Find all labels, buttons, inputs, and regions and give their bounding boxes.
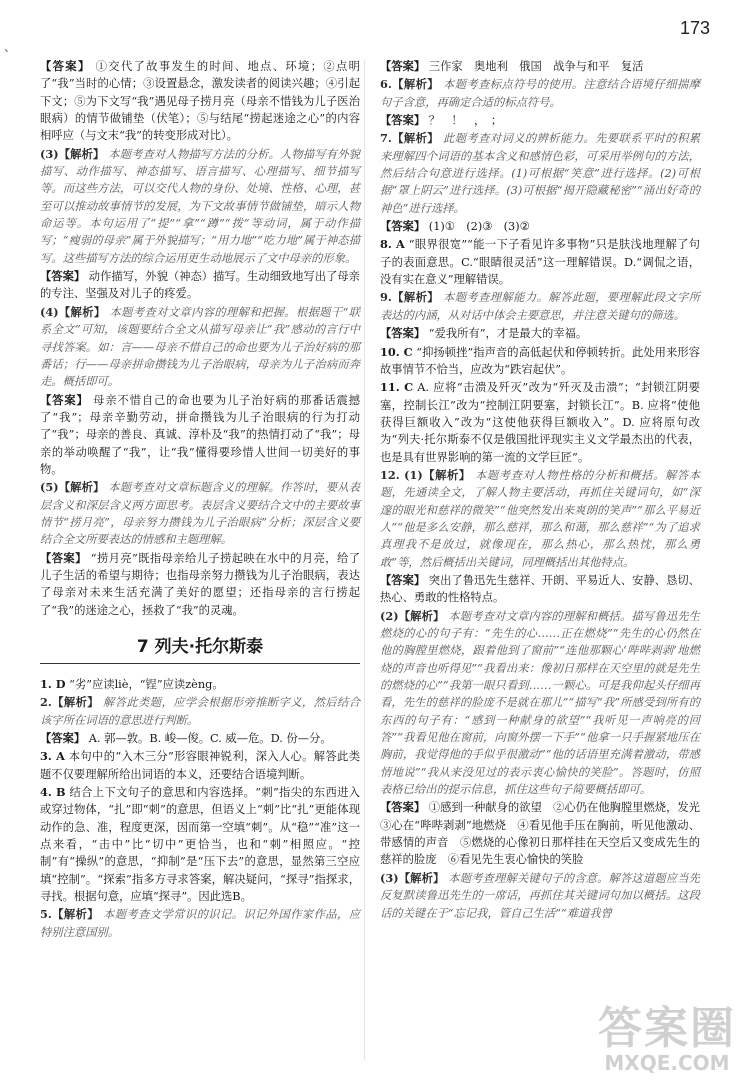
watermark: [598, 1003, 736, 1075]
answer-text: “眼界很宽”“能一下子看见许多事物”只是肤浅地理解了句子的表面意思。C.“眼睛很灵活”这一理解错误。D.“调侃之语，没有实在意义”理解错误。: [380, 238, 701, 287]
answer-paragraph: [40, 784, 360, 905]
answer-label: 2.【解析】: [40, 695, 99, 710]
answer-label: 8. A: [380, 237, 405, 252]
answer-paragraph: [40, 550, 360, 619]
answer-text: ①感到一种献身的欲望 ②心仍在他胸膛里燃烧，发光 ③心在“哔哔剥剥”地燃烧 ④看见他手压在胸前，听见他激动、带感情的声音 ⑤燃烧的心像初日那样挂在天空后又变成先生的慈祥的脸庞 ⑥看见先生衷心愉快的笑脸: [380, 801, 712, 867]
answer-paragraph: [40, 730, 360, 747]
answer-label: 【答案】: [40, 731, 86, 746]
left-column-answers-after: [40, 676, 360, 941]
answer-text: 本题考查对文章标题含义的理解。作答时，要从表层含义和深层含义两方面思考。表层含义要结合文中的主要故事情节“捞月亮”，母亲努力攒钱为儿子治眼病”分析；深层含义要结合全文所要表达的情感和主题理解。: [40, 481, 360, 547]
right-column: [380, 58, 712, 923]
answer-label: 11. C: [380, 380, 414, 395]
answer-label: 12. (1)【解析】: [380, 467, 471, 482]
answer-text: 本题考查标点符号的使用。注意结合语境仔细揣摩句子含意，再确定合适的标点符号。: [380, 78, 700, 109]
watermark-site: MXQE.COM: [604, 1051, 730, 1075]
answer-paragraph: [40, 676, 360, 693]
answer-text: “劣”应读liè，“锃”应读zèng。: [69, 678, 224, 691]
answer-label: 【答案】: [40, 550, 87, 565]
answer-paragraph: [380, 467, 700, 571]
answer-text: 结合上下文句子的意思和内容选择。“刺”指尖的东西进入或穿过物体，“扎”即“刺”的意思，但语义上“刺”比“扎”更能体现动作的急、准，程度更深，因而第一空填“刺”。从“稳”“准”这一点来看，“击中”比“切中”更恰当，也和“刺”相照应。“控制”有“操纵”的意思，“抑制”是“压下去”的意思，显然第三空应填“控制”。“探索”指多方寻求答案，解决疑问，“探寻”指探求，寻找。根据句意，应填“探寻”。因此选B。: [40, 786, 360, 904]
answer-paragraph: [380, 289, 700, 324]
answer-label: 【答案】: [380, 572, 426, 587]
answer-text: 本题考查理解关键句子的含意。解答这道题应当先反复默读鲁迅先生的一席话，再抓住其关键词句加以概括。这段话的关键在于“忘记我，管自己生活”“难道我曾: [380, 871, 700, 920]
answer-paragraph: [380, 608, 700, 799]
answer-text: “抑扬顿挫”指声音的高低起伏和停顿转折。此处用来形容故事情节不恰当，应改为“跌宕起伏”。: [380, 345, 700, 376]
answer-text: 动作描写，外貌（神态）描写。生动细致地写出了母亲的专注、坚强及对儿子的疼爱。: [40, 270, 360, 301]
answer-paragraph: [380, 344, 700, 379]
answer-paragraph: [40, 748, 360, 783]
answer-label: 【答案】: [40, 59, 91, 73]
answer-text: A. 郭—敦。B. 峻—俊。C. 威—危。D. 份—分。: [88, 732, 332, 746]
answer-paragraph: [40, 146, 360, 267]
answer-text: “捞月亮”既指母亲给儿子捞起映在水中的月亮，给了儿子生活的希望与期待；也指母亲努力攒钱为儿子治眼病，表达了母亲对未来生活充满了美好的愿望；还指母亲的言行捞起了“我”的迷途之心，拯救了“我”的灵魂。: [40, 551, 360, 617]
corner-mark: 、: [4, 40, 17, 54]
answer-label: 7.【解析】: [380, 131, 439, 146]
answer-label: 【答案】: [380, 800, 426, 815]
answer-text: 此题考查对词义的辨析能力。先要联系平时的积累来理解四个词语的基本含义和感情色彩，可采用举例句的方法，然后结合句意进行选择。(1)可根据“笑意”进行选择。(2)可根据“罩上阴云”进行选择。(3)可根据“揭开隐藏秘密”“涌出好奇的神色”进行选择。: [380, 132, 700, 215]
answer-label: 1. D: [40, 677, 66, 691]
left-column: [40, 58, 360, 942]
answer-paragraph: [380, 76, 700, 111]
answer-paragraph: [380, 325, 700, 342]
answer-text: 本句中的“入木三分”形容眼神锐利，深入人心。解答此类题不仅要理解所给出词语的本义，还要结合语境判断。: [40, 750, 360, 781]
left-column-answers: [40, 58, 360, 619]
answer-text: 突出了鲁迅先生慈祥、开朗、平易近人、安静、恳切、热心、勇敢的性格特点。: [380, 573, 700, 605]
answer-text: 本题考查对人物性格的分析和概括。解答本题，先通读全文，了解人物主要活动，再抓住关键词句，如“深邃的眼光和慈祥的微笑”“他突然发出来爽朗的笑声”“那么平易近人”“他是多么安静，那么慈祥，那么和蔼，那么慈祥”“为了追求真理我不是放过，就像现在，那么热心，那么热忱，那么勇敢”等，然后概括出关键词，同理概括出其他特点。: [380, 468, 700, 569]
answer-paragraph: [40, 58, 360, 145]
answer-text: 本题考查对文章内容的理解和概括。描写鲁迅先生燃烧的心的句子有：“先生的心……正在燃烧”“先生的心仍然在他的胸膛里燃烧，跟着他到了窗前”“连他那颗心‘哔哔剥剥’地燃烧的声音也听得见”“我看出来：像初日那样在天空里的就是先生的燃烧的心”“我第一眼只看到……一颗心。可是我仰起头仔细再看，先生的慈祥的脸庞不是就在那儿”“描写“我”所感受到所有的东西的句子有：“感到一种献身的欲望”“我听见一声响亮的回答”“我看见他在窗前，向窗外摆一下手”“他拿一只手握紧地压在胸前，我觉得他的手似乎很激动”“他的话语里充满着激动，带感情地说”“我从来没见过的表示衷心愉快的笑脸”。答题时，仿照表格已给出的提示信息，抓住这些句子简要概括即可。: [380, 609, 700, 797]
answer-paragraph: [380, 58, 700, 75]
answer-text: ？ ！ ， ；: [428, 114, 503, 128]
answer-paragraph: [380, 799, 712, 868]
answer-label: (3)【解析】: [40, 146, 105, 161]
answer-label: 6.【解析】: [380, 77, 439, 92]
answer-text: ①交代了故事发生的时间、地点、环境；②点明了“我”当时的心情；③设置悬念，激发读者的阅读兴趣；④引起下文；⑤为下文写“我”遇见母子捞月亮（母亲不惜钱为儿子医治眼病）的情节做铺垫（伏笔）；⑤与结尾“捞起迷途之心”的内容相呼应（与文末“我”的转变形成对比）。: [40, 60, 360, 143]
answer-label: 9.【解析】: [380, 290, 439, 305]
answer-text: “爱我所有”，才是最大的幸福。: [428, 327, 588, 341]
answer-paragraph: [380, 218, 700, 235]
answer-label: 【答案】: [380, 113, 426, 128]
answer-paragraph: [380, 236, 700, 288]
answer-paragraph: [40, 694, 360, 729]
answer-label: (4)【解析】: [40, 304, 106, 319]
answer-label: 【答案】: [40, 392, 89, 407]
answer-text: 母亲不惜自己的命也要为儿子治好病的那番话震撼了“我”；母亲辛勤劳动，拼命攒钱为儿子治眼病的行为打动了“我”；母亲的善良、真诚、淳朴及“我”的热情打动了“我”；母亲的举动唤醒了“我”，让“我”懂得要珍惜人世间一切美好的事物。: [40, 393, 360, 476]
answer-text: 本题考查对文章内容的理解和把握。根据题干“联系全文”可知，该题要结合全文从描写母亲让“我”感动的言行中寻找答案。如：言——母亲不惜自己的命也要为儿子治好病的那番话；行——母亲拼命攒钱为儿子治眼病，母亲为儿子治病而奔走。概括即可。: [40, 305, 360, 389]
answer-label: 【答案】: [380, 59, 426, 73]
answer-label: 3. A: [40, 749, 65, 764]
answer-label: 10. C: [380, 344, 413, 359]
answer-text: 本题考查文学常识的识记。识记外国作家作品，应特别注意国别。: [40, 908, 360, 939]
answer-label: 5.【解析】: [40, 907, 99, 922]
answer-paragraph: [380, 379, 700, 466]
right-column-answers: [380, 58, 712, 922]
answer-label: 4. B: [40, 785, 66, 800]
answer-paragraph: [380, 572, 700, 607]
watermark-logo: 答案圈: [598, 1003, 736, 1054]
answer-label: 【答案】: [380, 219, 426, 234]
answer-text: 解答此类题，应学会根据形旁推断字义，然后结合该字所在词语的意思进行判断。: [40, 696, 360, 727]
answer-paragraph: [40, 906, 360, 941]
answer-paragraph: [380, 130, 700, 217]
answer-text: 三作家 奥地利 俄国 战争与和平 复活: [428, 60, 644, 73]
answer-text: (1)① (2)③ (3)②: [428, 220, 530, 234]
answer-label: (3)【解析】: [380, 870, 445, 885]
answer-paragraph: [40, 268, 360, 303]
answer-label: 【答案】: [380, 326, 426, 341]
answer-label: (5)【解析】: [40, 480, 105, 495]
answer-text: 本题考查理解能力。解答此题，要理解此段文字所表达的内涵，从对话中体会主要意思，并注意关键句的筛选。: [380, 291, 700, 322]
answer-paragraph: [380, 870, 700, 922]
answer-label: 【答案】: [40, 269, 86, 284]
answer-paragraph: [380, 112, 700, 129]
answer-text: A. 应将“击溃及歼灭”改为“歼灭及击溃”；“封锁江阴要塞，控制长江”改为“控制江阴要塞，封锁长江”。B. 应将“使他获得巨额收入”改为“这使他获得巨额收入”。D. 应将原句改为“列夫·托尔斯泰不仅是俄国批评现实主义文学最杰出的代表，也是具有世界影响的第一流的文学巨匠”。: [380, 381, 700, 464]
section-title: 7 列夫·托尔斯泰: [40, 633, 360, 664]
answer-label: (2)【解析】: [380, 608, 445, 623]
answer-paragraph: [40, 304, 360, 391]
page-number: 173: [679, 18, 710, 38]
answer-paragraph: [40, 392, 360, 479]
answer-text: 本题考查对人物描写方法的分析。人物描写有外貌描写、动作描写、神态描写、语言描写、心理描写、细节描写等。而这些方法，可以交代人物的身份、处境、性格、心理，甚至可以推动故事情节的发展，为下文故事情节做铺垫，暗示人物命运等。本句运用了“提”“拿”“蹲”“拨”等动词，属于动作描写；“瘦弱的母亲”属于外貌描写；“用力地”“吃力地”属于神态描写。这些描写方法的综合运用更生动地展示了文中母亲的形象。: [40, 147, 360, 265]
answer-paragraph: [40, 479, 360, 548]
column-divider: [364, 60, 365, 1060]
